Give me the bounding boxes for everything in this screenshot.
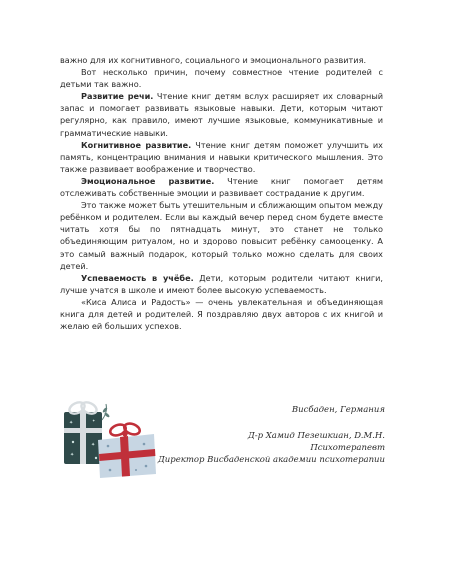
svg-text:✦: ✦ — [92, 418, 96, 423]
text-cognitive-development: Чтение книг детям поможет улучшить их память, концентрацию внимания и навыки критического мышления. Это также развивает воображение и творчество. — [60, 139, 383, 174]
text-speech-development: Чтение книг детям вслух расширяет их словарный запас и помогает развивать языковые навыки. Дети, которым читают регулярно, как правило, имеют лучшие языковые, коммуникативные и грамматические навыки. — [60, 91, 384, 138]
text-school-performance: Дети, которым родители читают книги, лучше учатся в школе и имеют более высокую успеваемость. — [60, 272, 383, 295]
paragraph-speech-development — [60, 90, 383, 138]
article-body — [60, 54, 383, 332]
signature-place-text: Висбаден, Германия — [291, 405, 385, 415]
signature-place — [292, 404, 385, 416]
svg-text:✦: ✦ — [69, 420, 74, 426]
light-gift-box — [98, 422, 156, 478]
svg-text:✦: ✦ — [91, 442, 96, 448]
paragraph-intro-continuation: важно для их когнитивного, социального и эмоционального развития. — [60, 55, 367, 65]
gift-boxes-icon — [58, 384, 162, 482]
signature-name: Д-р Хамид Пезешкиан, D.M.H. — [247, 431, 385, 441]
heading-school-performance: Успеваемость в учёбе. — [81, 272, 194, 283]
paragraph-emotional-development — [60, 175, 383, 199]
paragraph-book-recommendation: «Киса Алиса и Радость» — очень увлекательная и объединяющая книга для детей и родителей. Я поздравляю двух авторов с их книгой и желаю ей больших успехов. — [60, 296, 383, 332]
paragraph-cognitive-development — [60, 139, 383, 175]
signature-role: Психотерапевт — [310, 443, 385, 453]
signature-position: Директор Висбаденской академии психотерапии — [157, 455, 385, 465]
paragraph-school-performance — [60, 272, 383, 296]
paragraph-reasons-intro: Вот несколько причин, почему совместное чтение родителей с детьми так важно. — [60, 67, 383, 90]
heading-speech-development: Развитие речи. — [81, 91, 154, 102]
heading-cognitive-development: Когнитивное развитие. — [81, 139, 192, 150]
signature-block — [158, 430, 385, 466]
text-emotional-development: Чтение книг помогает детям отслеживать собственные эмоции и развивает сострадание к другим. — [60, 175, 383, 199]
paragraph-bonding: Это также может быть утешительным и сближающим опытом между ребёнком и родителем. Если вы каждый вечер перед сном будете вместе читать хотя бы по пятнадцать минут, это станет не только объединяющим ритуалом, но и здорово повысит ребёнку самооценку. А это самый важный подарок, который только можно сделать для своих детей. — [60, 200, 383, 271]
heading-emotional-development: Эмоциональное развитие. — [81, 175, 215, 186]
dark-gift-box — [64, 400, 102, 464]
svg-text:✦: ✦ — [70, 452, 75, 458]
